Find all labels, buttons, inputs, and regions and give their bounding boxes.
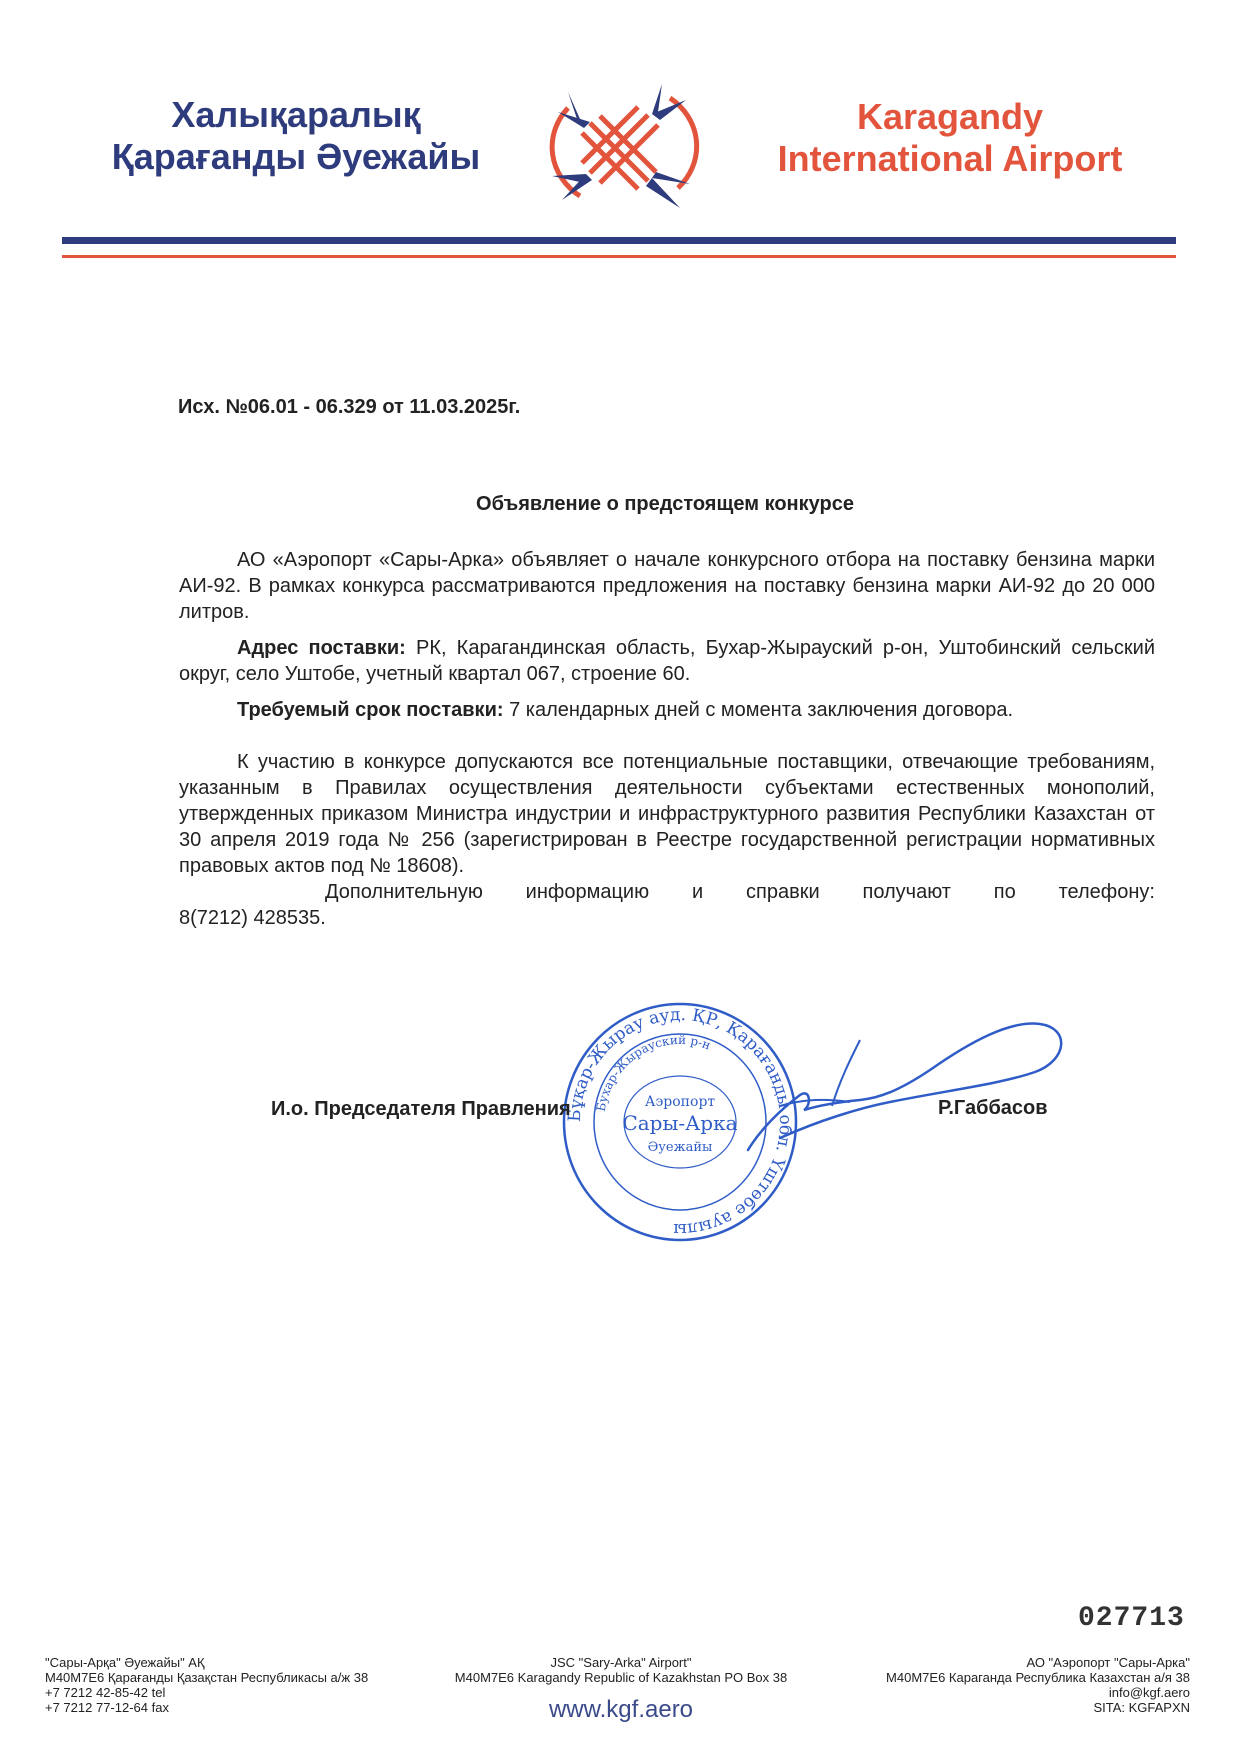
footer-left-line: +7 7212 42-85-42 tel <box>45 1685 166 1700</box>
stamp-outer-text: Бұқар-Жырау ауд. ҚР, Қарағанды обл. Үштөбе ауылы <box>564 1004 796 1240</box>
footer-website: www.kgf.aero <box>548 1696 694 1723</box>
footer-right-line: АО "Аэропорт "Сары-Арка" <box>1026 1655 1190 1670</box>
document-title: Объявление о предстоящем конкурсе <box>476 493 854 515</box>
footer-left-line: "Сары-Арқа" Әуежайы" АҚ <box>45 1655 205 1670</box>
header-en-line1: Karagandy <box>856 96 1044 137</box>
footer-english-contacts <box>426 1655 816 1685</box>
signatory-name: Р.Габбасов <box>938 1097 1048 1119</box>
paragraph-address <box>179 635 1155 687</box>
header-english-name <box>740 96 1160 180</box>
paragraph-info-phone: 8(7212) 428535. <box>179 907 326 929</box>
stamp-center-line1: Аэропорт <box>644 1094 716 1110</box>
header-kz-line1: Халықаралық <box>171 94 421 135</box>
paragraph-info-line1: Дополнительную информацию и справки получают по телефону: <box>325 881 1155 903</box>
header-divider-blue <box>62 237 1176 244</box>
header-en-line2: International Airport <box>777 138 1123 179</box>
term-label: Требуемый срок поставки: <box>237 699 504 721</box>
header-kz-line2: Қарағанды Әуежайы <box>111 136 481 177</box>
footer-left-line: +7 7212 77-12-64 fax <box>45 1700 169 1715</box>
stamp-center-line2: Сары-Арка <box>622 1111 738 1135</box>
document-serial-number: 027713 <box>1078 1603 1185 1634</box>
letter-body <box>179 547 1155 931</box>
signatory-position: И.о. Председателя Правления <box>271 1098 571 1120</box>
airport-logo <box>540 78 700 218</box>
footer-right-line: info@kgf.aero <box>1108 1685 1190 1700</box>
stamp-center-line3: Әуежайы <box>647 1140 713 1155</box>
header-kazakh-name <box>96 94 496 178</box>
paragraph-announcement: АО «Аэропорт «Сары-Арка» объявляет о начале конкурсного отбора на поставку бензина марки АИ-92. В рамках конкурса рассматриваются предложения на поставку бензина марки АИ-92 до 20 000 литров. <box>179 549 1155 623</box>
paragraph-eligibility: К участию в конкурсе допускаются все потенциальные поставщики, отвечающие требованиям, указанным в Правилах осуществления деятельности субъектами естественных монополий, утвержденных приказом Министра индустрии и инфраструктурного развития Республики Казахстан от 30 апреля 2019 года № 256 (зарегистрирован в Реестре государственной регистрации нормативных правовых актов под № 18608). <box>179 751 1155 877</box>
stamp-inner-text: Бухар-Жырауский р-н <box>593 1032 713 1113</box>
footer-center-line: M40M7E6 Karagandy Republic of Kazakhstan PO Box 38 <box>454 1670 788 1685</box>
footer-right-line: M40M7E6 Караганда Республика Казахстан а/я 38 <box>886 1670 1190 1685</box>
handwritten-signature <box>740 1010 1080 1170</box>
paragraph-term <box>179 697 1155 723</box>
outgoing-reference: Исх. №06.01 - 06.329 от 11.03.2025г. <box>178 396 521 418</box>
footer-right-line: SITA: KGFAPXN <box>1093 1700 1190 1715</box>
header-divider-red <box>62 255 1176 258</box>
address-text: РК, Карагандинская область, Бухар-Жырауский р-он, Уштобинский сельский округ, село Уштобе, учетный квартал 067, строение 60. <box>179 637 1155 685</box>
address-label: Адрес поставки: <box>237 637 406 659</box>
footer-left-line: M40M7E6 Қарағанды Қазақстан Республикасы а/ж 38 <box>45 1670 369 1685</box>
footer-center-line: JSC "Sary-Arka" Airport" <box>550 1655 692 1670</box>
term-text: 7 календарных дней с момента заключения договора. <box>503 699 1014 721</box>
